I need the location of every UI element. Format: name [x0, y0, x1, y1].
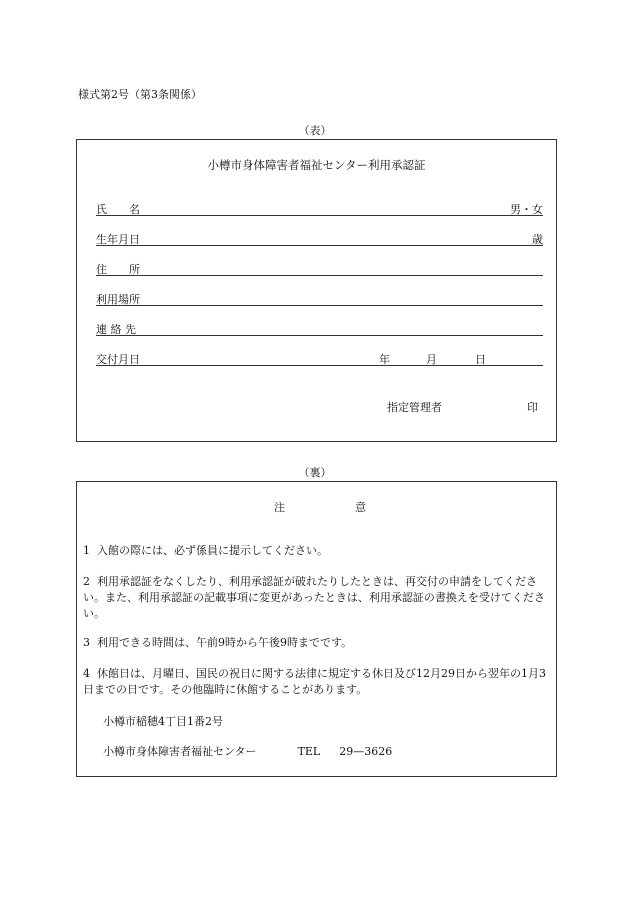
- center-name: 小樽市身体障害者福祉センター: [103, 745, 257, 758]
- center-contact: [103, 743, 392, 759]
- item-text: 利用承認証をなくしたり、利用承認証が破れたりしたときは、再交付の申請をしてください。また、利用承認証の記載事項に変更があったときは、利用承認証の書換えを受けてください。: [83, 575, 545, 620]
- seal-mark: 印: [527, 401, 538, 414]
- field-address-label: 住 所: [96, 263, 140, 276]
- back-card: [76, 481, 557, 777]
- form-number: 様式第2号（第3条関係）: [78, 88, 202, 101]
- item-text: 休館日は、月曜日、国民の祝日に関する法律に規定する休日及び12月29日から翌年の1月3日までの日です。その他臨時に休館することがあります。: [83, 667, 546, 696]
- notice-item-4: [83, 666, 546, 698]
- field-issue-date-label: 交付月日: [96, 353, 140, 366]
- notice-char-2: 意: [355, 501, 366, 514]
- tel-label: TEL: [297, 745, 321, 758]
- card-title: 小樽市身体障害者福祉センター利用承認証: [207, 158, 426, 172]
- field-place: [96, 291, 543, 306]
- item-number: 1: [83, 544, 90, 557]
- item-text: 利用できる時間は、午前9時から午後9時までです。: [97, 636, 353, 649]
- notice-item-3: [83, 635, 546, 651]
- field-contact: [96, 321, 543, 336]
- item-text: 入館の際には、必ず係員に提示してください。: [97, 544, 328, 557]
- manager-label: 指定管理者: [387, 401, 442, 414]
- date-day: 日: [475, 353, 486, 366]
- gender-choice: 男・女: [510, 203, 543, 216]
- item-number: 2: [83, 575, 90, 588]
- item-number: 4: [83, 667, 90, 680]
- field-birthdate: [96, 231, 543, 246]
- notice-item-1: [83, 543, 546, 559]
- field-name: [96, 201, 543, 216]
- date-year: 年: [379, 353, 390, 366]
- center-address: 小樽市稲穂4丁目1番2号: [103, 715, 223, 728]
- field-name-label: 氏 名: [96, 203, 140, 216]
- back-caption: （裏）: [298, 466, 332, 479]
- notice-item-2: [83, 574, 546, 622]
- front-caption: （表）: [298, 124, 332, 137]
- field-birthdate-label: 生年月日: [96, 233, 140, 246]
- notice-char-1: 注: [274, 501, 285, 514]
- date-month: 月: [426, 353, 437, 366]
- field-address: [96, 261, 543, 276]
- field-contact-label: 連 絡 先: [96, 323, 136, 336]
- item-number: 3: [83, 636, 90, 649]
- tel-number: 29—3626: [339, 745, 393, 758]
- front-card: [76, 139, 557, 442]
- field-issue-date: [96, 351, 543, 366]
- age-unit: 歳: [532, 233, 543, 246]
- field-place-label: 利用場所: [96, 293, 140, 306]
